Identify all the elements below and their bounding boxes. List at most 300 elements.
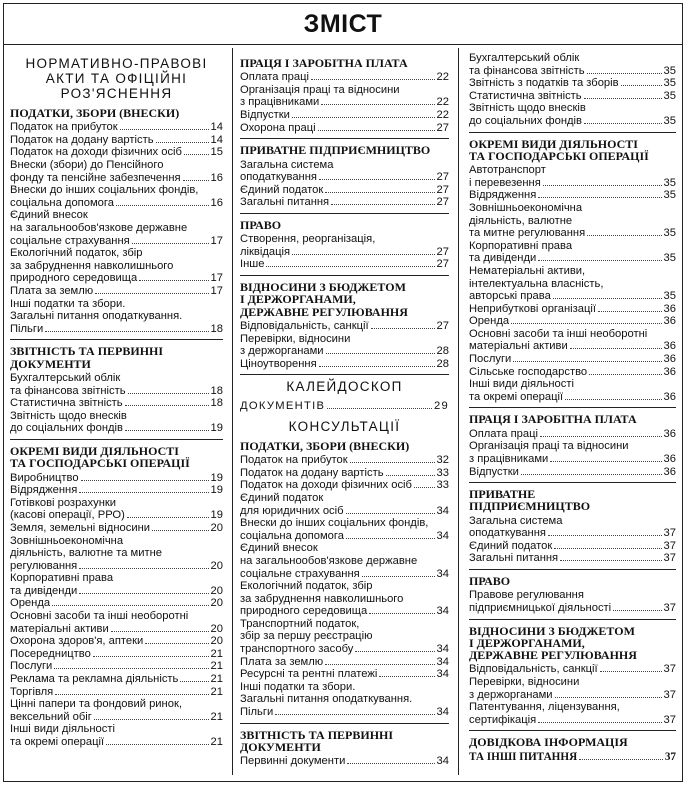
entry-text: ліквідація xyxy=(240,245,291,258)
entry-line: Автотранспорт xyxy=(469,164,546,177)
dot-leader xyxy=(521,474,662,475)
dot-leader xyxy=(560,560,661,561)
toc-entry[interactable] xyxy=(469,440,676,465)
entry-last-line xyxy=(240,358,449,371)
entry-text: транспортного засобу xyxy=(240,643,354,656)
toc-entry[interactable] xyxy=(469,240,676,265)
page-number: 35 xyxy=(663,227,676,240)
entry-last-line xyxy=(240,400,449,413)
toc-entry[interactable] xyxy=(469,515,676,540)
toc-entry[interactable] xyxy=(240,184,449,197)
toc-entry[interactable] xyxy=(240,479,449,492)
toc-entry[interactable] xyxy=(469,378,676,403)
entry-line: Інші податки та збори. xyxy=(240,680,356,693)
toc-entry[interactable] xyxy=(10,497,223,522)
page-number: 20 xyxy=(210,597,223,610)
page-number: 35 xyxy=(663,64,676,77)
toc-entry[interactable] xyxy=(10,285,223,298)
heading-line: ДЕРЖАВНЕ РЕГУЛЮВАННЯ xyxy=(240,304,408,319)
dot-leader xyxy=(319,366,435,367)
toc-entry[interactable] xyxy=(10,134,223,147)
entry-last-line xyxy=(240,668,449,681)
entry-last-line xyxy=(469,353,676,366)
page-number: 33 xyxy=(436,479,449,492)
page-number: 36 xyxy=(663,315,676,328)
toc-entry[interactable] xyxy=(240,668,449,681)
toc-entry[interactable] xyxy=(240,71,449,84)
toc-entry[interactable] xyxy=(240,333,449,358)
toc-entry[interactable] xyxy=(10,660,223,673)
heading-line: ПІДПРИЄМНИЦТВО xyxy=(469,499,591,514)
entry-text: Охорона здоров'я, аптеки xyxy=(10,635,144,648)
entry-last-line xyxy=(240,656,449,669)
dot-leader xyxy=(327,408,432,409)
entry-last-line xyxy=(10,272,223,285)
dot-leader xyxy=(538,197,661,198)
page-number: 28 xyxy=(436,357,449,370)
dot-leader xyxy=(292,254,435,255)
entry-last-line xyxy=(240,467,449,480)
dot-leader xyxy=(120,129,209,130)
entry-last-line xyxy=(10,146,223,159)
page-number: 35 xyxy=(663,114,676,127)
page-number: 34 xyxy=(436,643,449,656)
heading-line: РОЗ'ЯСНЕННЯ xyxy=(60,86,173,101)
toc-entry[interactable] xyxy=(10,635,223,648)
page-number: 27 xyxy=(436,258,449,271)
entry-line: інтелектуальна власність, xyxy=(469,277,604,290)
entry-text: Податок на прибуток xyxy=(10,121,118,134)
entry-last-line xyxy=(469,602,676,615)
page-number: 34 xyxy=(436,706,449,719)
toc-entry[interactable] xyxy=(469,52,676,77)
section-divider xyxy=(469,569,676,570)
dot-leader xyxy=(321,104,434,105)
entry-text: Плата за землю xyxy=(240,655,324,668)
entry-text: Сільське господарство xyxy=(469,365,588,378)
entry-text: Послуги xyxy=(10,660,53,673)
page-number: 15 xyxy=(210,146,223,159)
entry-text: та фінансова звітність xyxy=(10,384,126,397)
toc-entry[interactable] xyxy=(10,472,223,485)
heading-line: ПОДАТКИ, ЗБОРИ (ВНЕСКИ) xyxy=(10,106,180,120)
entry-text: Податок на доходи фізичних осіб xyxy=(240,479,412,492)
dot-leader xyxy=(79,568,208,569)
toc-entry[interactable] xyxy=(469,102,676,127)
toc-entry[interactable] xyxy=(240,320,449,333)
dot-leader xyxy=(116,205,209,206)
heading-line: ПРАВО xyxy=(240,217,282,232)
entry-last-line xyxy=(10,197,223,210)
toc-entry[interactable] xyxy=(469,552,676,565)
entry-last-line xyxy=(10,472,223,485)
entry-last-line xyxy=(469,177,676,190)
page-number: 18 xyxy=(210,384,223,397)
heading-line: І ДЕРЖОРГАНАМИ, xyxy=(240,292,356,307)
toc-entry[interactable] xyxy=(10,209,223,247)
entry-last-line xyxy=(469,65,676,78)
toc-entry[interactable] xyxy=(469,589,676,614)
dot-leader xyxy=(152,530,209,531)
dot-leader xyxy=(184,154,209,155)
toc-entry[interactable] xyxy=(240,454,449,467)
dot-leader xyxy=(139,280,208,281)
dot-leader xyxy=(565,399,661,400)
column-3 xyxy=(463,48,682,781)
section-divider xyxy=(240,275,449,276)
entry-text: природного середовища xyxy=(240,605,368,618)
page-number: 19 xyxy=(210,484,223,497)
dot-leader xyxy=(350,462,435,463)
entry-last-line xyxy=(10,648,223,661)
page-number: 14 xyxy=(210,121,223,134)
dot-leader xyxy=(94,719,209,720)
entry-line: Бухгалтерський облік xyxy=(10,371,121,384)
entry-last-line xyxy=(240,184,449,197)
page-number: 36 xyxy=(663,365,676,378)
dot-leader xyxy=(587,235,661,236)
toc-entry[interactable] xyxy=(240,122,449,135)
entry-line: Загальна система xyxy=(469,514,563,527)
dot-leader xyxy=(145,643,208,644)
entry-text: оподаткування xyxy=(469,527,546,540)
toc-entry[interactable] xyxy=(10,572,223,597)
toc-entry[interactable] xyxy=(469,202,676,240)
entry-line: Патентування, ліцензування, xyxy=(469,701,620,714)
dot-leader xyxy=(325,664,434,665)
dot-leader xyxy=(355,651,434,652)
dot-leader xyxy=(55,694,208,695)
toc-entry[interactable] xyxy=(469,701,676,726)
dot-leader xyxy=(538,722,661,723)
entry-last-line xyxy=(469,391,676,404)
entry-text: Послуги xyxy=(469,353,512,366)
entry-text: (касові операції, РРО) xyxy=(10,509,125,522)
page-number: 27 xyxy=(436,196,449,209)
dot-leader xyxy=(548,535,662,536)
page-number: 18 xyxy=(210,397,223,410)
dot-leader xyxy=(93,656,209,657)
toc-entry[interactable] xyxy=(10,673,223,686)
entry-last-line xyxy=(10,660,223,673)
entry-text: та фінансова звітність xyxy=(469,64,585,77)
entry-last-line xyxy=(469,290,676,303)
toc-entry[interactable] xyxy=(240,196,449,209)
entry-text: Відповідальність, санкції xyxy=(469,663,598,676)
dot-leader xyxy=(550,461,661,462)
toc-entry[interactable] xyxy=(10,484,223,497)
entry-text: Охорона праці xyxy=(240,121,316,134)
toc-entry[interactable] xyxy=(240,755,449,768)
entry-text: матеріальні активи xyxy=(469,340,568,353)
entry-last-line xyxy=(469,115,676,128)
entry-text: з працівниками xyxy=(240,96,320,109)
dot-leader xyxy=(379,676,434,677)
entry-text: Податок на доходи фізичних осіб xyxy=(10,146,182,159)
page-number: 37 xyxy=(663,663,676,676)
toc-entry[interactable] xyxy=(10,698,223,723)
toc-heading-entry[interactable] xyxy=(469,751,676,764)
dot-leader xyxy=(346,538,435,539)
toc-entry[interactable] xyxy=(10,372,223,397)
page-number: 17 xyxy=(210,234,223,247)
toc-entry[interactable] xyxy=(10,159,223,184)
toc-entry[interactable] xyxy=(240,492,449,517)
entry-last-line xyxy=(240,122,449,135)
page-number: 27 xyxy=(436,245,449,258)
toc-entry[interactable] xyxy=(10,184,223,209)
section-divider xyxy=(240,723,449,724)
page-number: 20 xyxy=(210,559,223,572)
page-number: 36 xyxy=(663,390,676,403)
toc-entry[interactable] xyxy=(240,84,449,109)
page-title: ЗМІСТ xyxy=(4,4,682,45)
entry-text: вексельний обіг xyxy=(10,710,92,723)
dot-leader xyxy=(513,361,661,362)
toc-entry[interactable] xyxy=(240,233,449,258)
toc-entry[interactable] xyxy=(469,303,676,316)
entry-line: за забруднення навколишнього xyxy=(10,259,174,272)
toc-entry[interactable] xyxy=(469,189,676,202)
page-number: 34 xyxy=(436,655,449,668)
toc-entry[interactable] xyxy=(469,366,676,379)
entry-text: природного середовища xyxy=(10,272,138,285)
entry-line: Зовнішньоекономічна xyxy=(10,534,124,547)
page-number: 34 xyxy=(436,668,449,681)
heading-line: ОКРЕМІ ВИДИ ДІЯЛЬНОСТІ xyxy=(469,136,638,151)
dot-leader xyxy=(125,405,209,406)
heading-line: КОНСУЛЬТАЦІЇ xyxy=(288,418,401,434)
page-number: 37 xyxy=(664,750,676,763)
entry-last-line xyxy=(10,422,223,435)
dot-leader xyxy=(45,331,208,332)
page-number: 34 xyxy=(436,605,449,618)
entry-line: Інші види діяльності xyxy=(10,723,115,736)
entry-line: Звітність щодо внесків xyxy=(469,102,586,115)
toc-entry[interactable] xyxy=(10,648,223,661)
entry-text: ДОКУМЕНТІВ xyxy=(240,400,326,413)
toc-entry[interactable] xyxy=(10,410,223,435)
entry-text: Торгівля xyxy=(10,685,54,698)
toc-heading-entry[interactable] xyxy=(240,400,449,413)
entry-line: Внески (збори) до Пенсійного xyxy=(10,159,164,172)
toc-entry[interactable] xyxy=(10,723,223,748)
entry-text: фонду та пенсійне забезпечення xyxy=(10,171,181,184)
toc-entry[interactable] xyxy=(469,315,676,328)
toc-entry[interactable] xyxy=(10,597,223,610)
entry-last-line xyxy=(10,509,223,522)
entry-text: Оренда xyxy=(10,597,51,610)
page-number: 37 xyxy=(663,552,676,565)
toc-entry[interactable] xyxy=(10,298,223,336)
dot-leader xyxy=(325,192,434,193)
section-heading xyxy=(469,575,676,587)
column-1 xyxy=(4,48,229,781)
toc-entry[interactable] xyxy=(469,353,676,366)
toc-entry[interactable] xyxy=(469,164,676,189)
entry-last-line xyxy=(10,285,223,298)
part-heading xyxy=(240,379,449,394)
entry-last-line xyxy=(469,340,676,353)
dot-leader xyxy=(318,130,435,131)
entry-line: Організація праці та відносини xyxy=(469,440,629,453)
heading-line: ПРИВАТНЕ ПІДПРИЄМНИЦТВО xyxy=(240,143,431,158)
page-number: 21 xyxy=(210,660,223,673)
toc-entry[interactable] xyxy=(469,77,676,90)
section-divider xyxy=(469,730,676,731)
entry-last-line xyxy=(10,385,223,398)
dot-leader xyxy=(543,185,662,186)
dot-leader xyxy=(587,73,662,74)
toc-entry[interactable] xyxy=(240,109,449,122)
entry-text: Реклама та рекламна діяльність xyxy=(10,673,179,686)
dot-leader xyxy=(183,180,209,181)
entry-text: з держорганами xyxy=(469,688,553,701)
page-number: 37 xyxy=(663,601,676,614)
section-divider xyxy=(469,619,676,620)
toc-entry[interactable] xyxy=(10,610,223,635)
section-heading xyxy=(469,736,676,748)
section-heading xyxy=(469,413,676,425)
page-number: 28 xyxy=(436,345,449,358)
toc-entry[interactable] xyxy=(10,146,223,159)
toc-entry[interactable] xyxy=(240,580,449,618)
toc-entry[interactable] xyxy=(10,686,223,699)
page-number: 20 xyxy=(210,622,223,635)
page-number: 21 xyxy=(210,647,223,660)
entry-last-line xyxy=(240,246,449,259)
entry-last-line xyxy=(10,711,223,724)
dot-leader xyxy=(538,260,661,261)
heading-line: ЗВІТНІСТЬ ТА ПЕРВИННІ xyxy=(10,344,164,359)
page-number: 35 xyxy=(663,290,676,303)
page-number: 21 xyxy=(210,685,223,698)
entry-last-line xyxy=(469,315,676,328)
dot-leader xyxy=(326,353,435,354)
section-heading xyxy=(240,440,449,452)
toc-entry[interactable] xyxy=(469,428,676,441)
toc-entry[interactable] xyxy=(240,258,449,271)
toc-entry[interactable] xyxy=(469,265,676,303)
entry-text: Єдиний податок xyxy=(240,183,324,196)
page-number: 37 xyxy=(663,527,676,540)
entry-line: за забруднення навколишнього xyxy=(240,592,404,605)
entry-line: діяльність, валютне xyxy=(469,214,573,227)
section-divider xyxy=(10,439,223,440)
entry-last-line xyxy=(10,522,223,535)
entry-last-line xyxy=(240,643,449,656)
toc-entry[interactable] xyxy=(10,397,223,410)
page-number: 27 xyxy=(436,319,449,332)
toc-entry[interactable] xyxy=(240,159,449,184)
heading-line: ВІДНОСИНИ З БЮДЖЕТОМ xyxy=(469,623,635,638)
toc-entry[interactable] xyxy=(469,466,676,479)
toc-entry[interactable] xyxy=(240,467,449,480)
entry-text: Ціноутворення xyxy=(240,357,317,370)
entry-last-line xyxy=(10,686,223,699)
dot-leader xyxy=(555,697,662,698)
entry-line: Готівкові розрахунки xyxy=(10,496,117,509)
entry-line: Перевірки, відносини xyxy=(469,676,580,689)
toc-entry[interactable] xyxy=(469,90,676,103)
dot-leader xyxy=(319,179,435,180)
entry-text: до соціальних фондів xyxy=(469,114,582,127)
section-heading xyxy=(469,625,676,662)
entry-line: Цінні папери та фондовий ринок, xyxy=(10,698,182,711)
page-number: 22 xyxy=(436,71,449,84)
toc-entry[interactable] xyxy=(240,358,449,371)
page-number: 27 xyxy=(436,121,449,134)
heading-line: ОКРЕМІ ВИДИ ДІЯЛЬНОСТІ xyxy=(10,443,179,458)
toc-entry[interactable] xyxy=(240,517,449,542)
page-number: 20 xyxy=(210,635,223,648)
toc-entry[interactable] xyxy=(469,328,676,353)
dot-leader xyxy=(554,548,661,549)
entry-last-line xyxy=(469,540,676,553)
section-heading xyxy=(240,57,449,69)
entry-text: Посередництво xyxy=(10,647,91,660)
entry-last-line xyxy=(10,484,223,497)
toc-entry[interactable] xyxy=(240,542,449,580)
toc-entry[interactable] xyxy=(10,247,223,285)
section-divider xyxy=(240,213,449,214)
entry-last-line xyxy=(240,345,449,358)
dot-leader xyxy=(540,436,662,437)
entry-text: та окремі операції xyxy=(10,736,105,749)
heading-line: ДОВІДКОВА ІНФОРМАЦІЯ xyxy=(469,735,628,750)
page-number: 18 xyxy=(210,322,223,335)
entry-last-line xyxy=(469,77,676,90)
toc-entry[interactable] xyxy=(10,121,223,134)
dot-leader xyxy=(553,298,662,299)
entry-text: Пільги xyxy=(10,322,44,335)
toc-entry[interactable] xyxy=(240,618,449,656)
page-number: 20 xyxy=(210,584,223,597)
dot-leader xyxy=(111,631,209,632)
toc-entry[interactable] xyxy=(469,676,676,701)
toc-entry[interactable] xyxy=(10,535,223,573)
heading-line: І ДЕРЖОРГАНАМИ, xyxy=(469,635,585,650)
entry-text: Звітність з податків та зборів xyxy=(469,77,619,90)
entry-line: Єдиний внесок xyxy=(240,542,318,555)
toc-entry[interactable] xyxy=(10,522,223,535)
dot-leader xyxy=(346,513,435,514)
dot-leader xyxy=(369,613,434,614)
entry-last-line xyxy=(10,736,223,749)
entry-text: Первинні документи xyxy=(240,755,346,768)
dot-leader xyxy=(266,266,434,267)
entry-last-line xyxy=(469,466,676,479)
page-number: 35 xyxy=(663,189,676,202)
toc-entry[interactable] xyxy=(469,663,676,676)
page-number: 33 xyxy=(436,466,449,479)
page-number: 29 xyxy=(433,400,449,413)
entry-text: Виробництво xyxy=(10,471,79,484)
section-heading xyxy=(10,107,223,119)
toc-entry[interactable] xyxy=(240,656,449,669)
entry-last-line xyxy=(10,235,223,248)
entry-last-line xyxy=(10,673,223,686)
entry-line: Звітність щодо внесків xyxy=(10,409,127,422)
entry-text: до соціальних фондів xyxy=(10,422,123,435)
toc-entry[interactable] xyxy=(469,540,676,553)
page-number: 16 xyxy=(210,171,223,184)
entry-last-line xyxy=(10,560,223,573)
entry-text: соціальна допомога xyxy=(10,196,114,209)
entry-text: Відповідальність, санкції xyxy=(240,319,369,332)
toc-entry[interactable] xyxy=(240,681,449,719)
section-heading xyxy=(10,345,223,370)
